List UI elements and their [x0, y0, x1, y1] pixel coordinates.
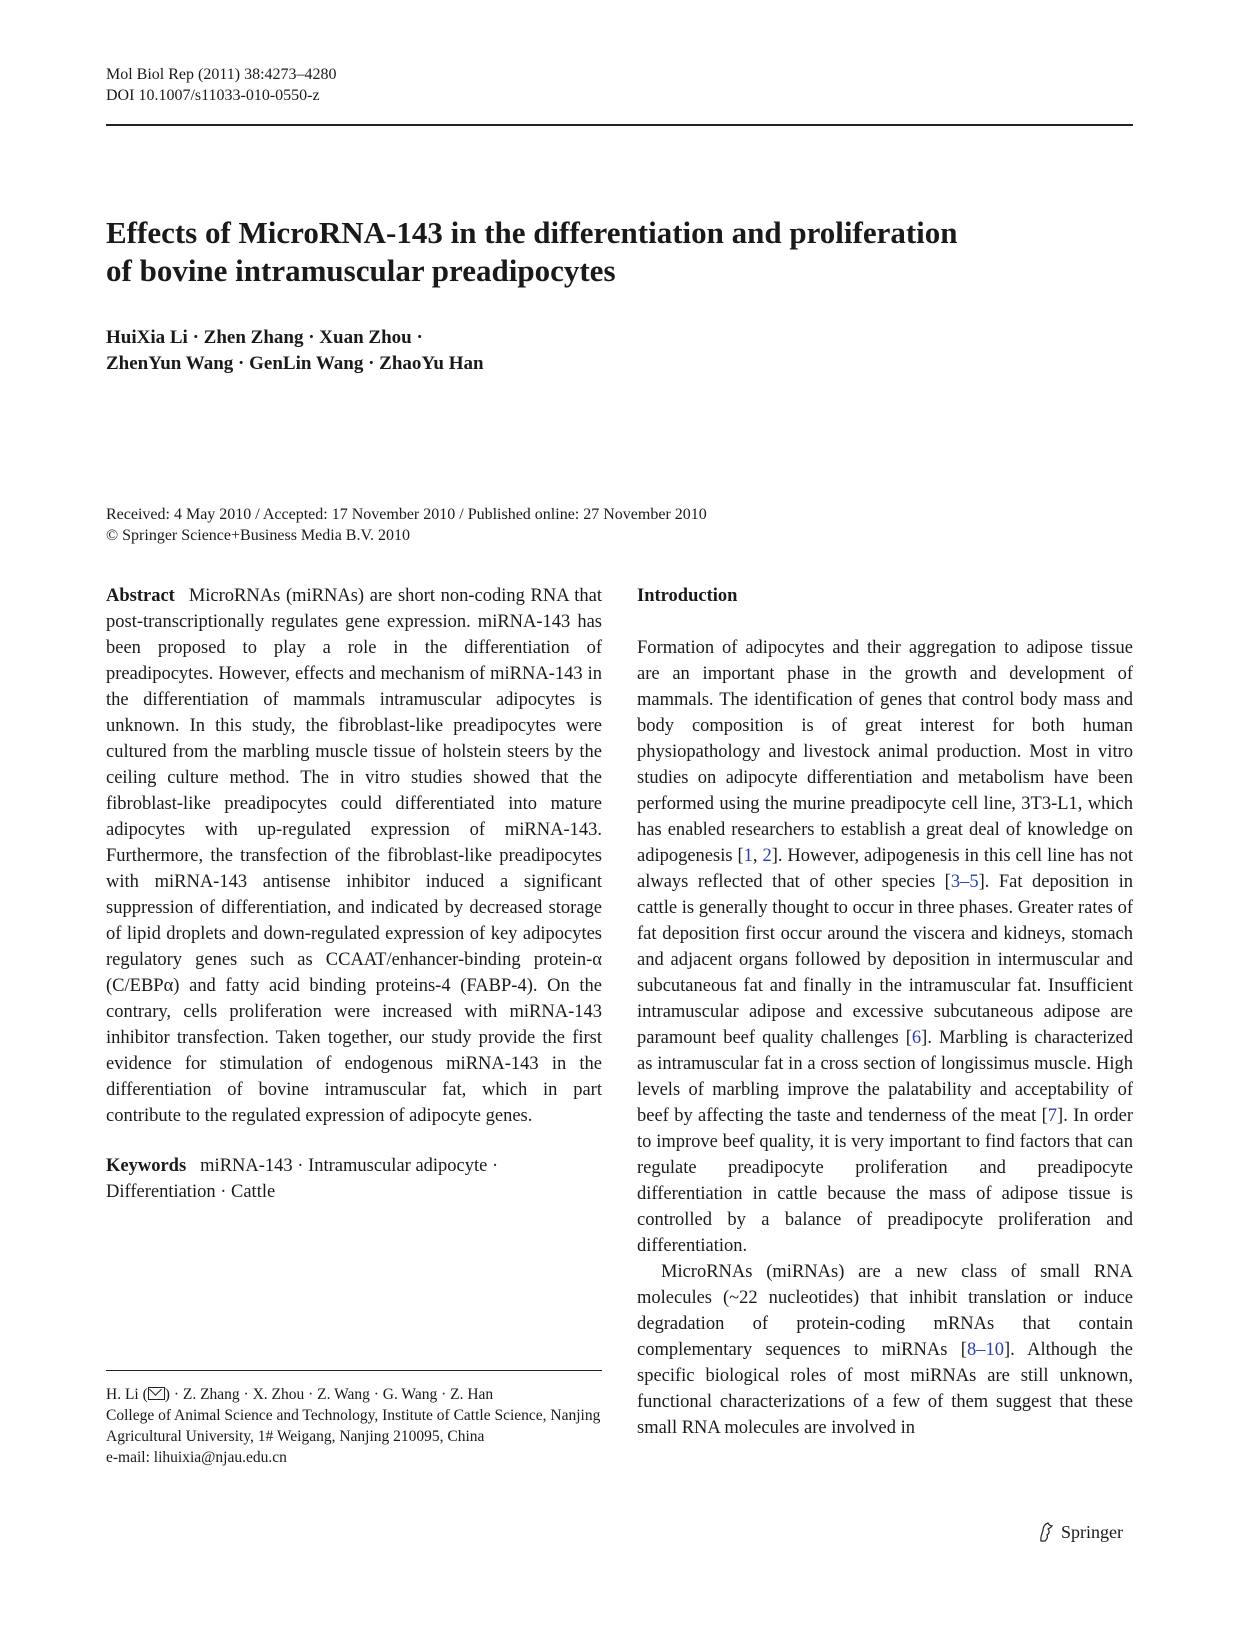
authors-line-1: HuiXia Li · Zhen Zhang · Xuan Zhou · — [106, 327, 423, 348]
right-column — [637, 583, 1133, 1441]
abstract-label: Abstract — [106, 586, 175, 606]
history-dates: Received: 4 May 2010 / Accepted: 17 November 2010 / Published online: 27 November 2010 — [106, 506, 707, 523]
intro-paragraph-1: Formation of adipocytes and their aggregation to adipose tissue are an important phase in the growth and development of mammals. The identification of genes that control body mass and body composition is of great interest for both human physiopathology and livestock animal production. Most in vitro studies on adipocyte differentiation and metabolism have been performed using the murine preadipocyte cell line, 3T3-L1, which has enabled researchers to establish a great deal of knowledge on adipogenesis [1, 2]. However, adipogenesis in this cell line has not always reflected that of other species [3–5]. Fat deposition in cattle is generally thought to occur in three phases. Greater rates of fat deposition first occur around the viscera and kidneys, stomach and adjacent organs followed by deposition in intermuscular and subcutaneous fat and finally in the intramuscular fat. Insufficient intramuscular adipose and excessive subcutaneous adipose are paramount beef quality challenges [6]. Marbling is characterized as intramuscular fat in a cross section of longissimus muscle. High levels of marbling improve the palatability and acceptability of beef by affecting the taste and tenderness of the meat [7]. In order to improve beef quality, it is very important to find factors that can regulate preadipocyte proliferation and preadipocyte differentiation in cattle because the mass of adipose tissue is controlled by a balance of preadipocyte proliferation and differentiation. — [637, 638, 1134, 1256]
citation-link[interactable]: 2 — [762, 846, 772, 866]
article-title — [106, 214, 1106, 290]
copyright: © Springer Science+Business Media B.V. 2010 — [106, 527, 410, 544]
header-rule — [106, 124, 1133, 126]
footnote-email: e-mail: lihuixia@njau.edu.cn — [106, 1449, 287, 1466]
left-column — [106, 583, 602, 1205]
envelope-icon — [148, 1387, 165, 1400]
author-affiliation-footnote — [106, 1384, 602, 1468]
publisher-logo — [1037, 1520, 1123, 1544]
intro-paragraph-2: MicroRNAs (miRNAs) are a new class of small RNA molecules (~22 nucleotides) that inhibit translation or induce degradation of protein-coding mRNAs that contain complementary sequences to miRNAs [8–10]. Although the specific biological roles of most miRNAs are still unknown, functional characterizations of a few of them suggest that these small RNA molecules are involved in — [637, 1262, 1133, 1438]
footnote-authors: H. Li ( ) · Z. Zhang · X. Zhou · Z. Wang · G. Wang · Z. Han — [106, 1386, 494, 1403]
abstract — [106, 583, 602, 1129]
section-heading-introduction: Introduction — [637, 586, 738, 606]
journal-citation: Mol Biol Rep (2011) 38:4273–4280 — [106, 66, 337, 83]
citation-link[interactable]: 1 — [743, 846, 753, 866]
running-header — [106, 64, 337, 106]
citation-link[interactable]: 3–5 — [950, 872, 979, 892]
citation-link[interactable]: 7 — [1047, 1106, 1058, 1126]
keywords — [106, 1153, 602, 1205]
keywords-text: miRNA-143 · Intramuscular adipocyte · Differentiation · Cattle — [106, 1156, 499, 1202]
publisher-name: Springer — [1061, 1522, 1123, 1542]
footnote-affiliation: College of Animal Science and Technology, Institute of Cattle Science, Nanjing Agricultural University, 1# Weigang, Nanjing 210095, China — [106, 1407, 601, 1445]
footnote-rule — [106, 1370, 602, 1371]
authors-line-2: ZhenYun Wang · GenLin Wang · ZhaoYu Han — [106, 353, 484, 374]
publication-history — [106, 504, 707, 546]
doi: DOI 10.1007/s11033-010-0550-z — [106, 87, 320, 104]
citation-link[interactable]: 8–10 — [966, 1340, 1004, 1360]
springer-horse-icon — [1037, 1521, 1055, 1543]
author-list — [106, 325, 484, 377]
keywords-label: Keywords — [106, 1156, 187, 1176]
citation-link[interactable]: 6 — [911, 1028, 922, 1048]
abstract-text: MicroRNAs (miRNAs) are short non-coding RNA that post-transcriptionally regulates gene expression. miRNA-143 has been proposed to play a role in the differentiation of preadipocytes. However, effects and mechanism of miRNA-143 in the differentiation of mammals intramuscular adipocytes is unknown. In this study, the fibroblast-like preadipocytes were cultured from the marbling muscle tissue of holstein steers by the ceiling culture method. The in vitro studies showed that the fibroblast-like preadipocytes could differentiated into mature adipocytes with up-regulated expression of miRNA-143. Furthermore, the transfection of the fibroblast-like preadipocytes with miRNA-143 antisense inhibitor induced a significant suppression of differentiation, and indicated by decreased storage of lipid droplets and down-regulated expression of key adipocytes regulatory genes such as CCAAT/enhancer-binding protein-α (C/EBPα) and fatty acid binding proteins-4 (FABP-4). On the contrary, cells proliferation were increased with miRNA-143 inhibitor transfection. Taken together, our study provide the first evidence for stimulation of endogenous miRNA-143 in the differentiation of bovine intramuscular fat, which in part contribute to the regulated expression of adipocyte genes. — [106, 586, 602, 1126]
title-line-1: Effects of MicroRNA-143 in the differentiation and proliferation — [106, 215, 958, 250]
title-line-2: of bovine intramuscular preadipocytes — [106, 253, 616, 288]
